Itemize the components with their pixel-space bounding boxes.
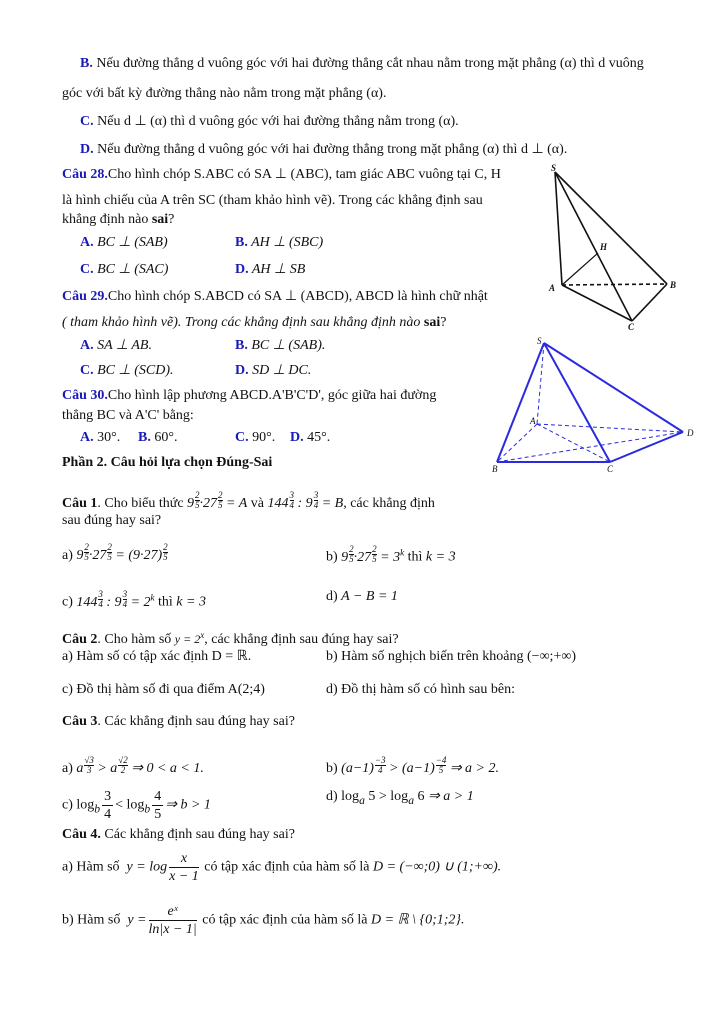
question-label: Câu 2 xyxy=(62,632,98,647)
expr-b: 144 $\frac{3}{4}$ : 9 $\frac{3}{4}$ = B xyxy=(267,490,344,511)
vertex-label-s: S xyxy=(551,163,557,173)
math-fragment xyxy=(290,491,295,510)
math-fragment: 2 xyxy=(163,542,168,552)
math-fragment: thì xyxy=(407,549,423,565)
math-fragment xyxy=(84,756,93,775)
q29-stem-line2 xyxy=(62,314,446,332)
text: , các khẳng định xyxy=(343,496,435,511)
math-fragment: thì xyxy=(158,594,173,610)
option-label: C. xyxy=(80,363,94,378)
q28-option-c xyxy=(80,261,168,279)
q30-option-c xyxy=(235,429,275,447)
math-fragment: . Cho hàm số xyxy=(97,632,172,647)
section-title: Phần 2. Câu hỏi lựa chọn Đúng-Sai xyxy=(62,455,273,470)
option-label: A. xyxy=(80,430,94,445)
math-fragment: ⇒ b > 1 xyxy=(165,797,211,813)
question-label: Câu 30. xyxy=(62,388,108,403)
q30-option-a xyxy=(80,429,120,447)
emphasis: sai xyxy=(151,212,169,227)
edge-sb xyxy=(555,172,667,284)
vertex-label-h: H xyxy=(600,242,608,252)
math-fragment: 5 xyxy=(438,765,444,775)
math-fragment xyxy=(169,850,199,885)
math-fragment: 2 xyxy=(218,490,223,500)
text: ? xyxy=(440,315,447,330)
expr-a: 9 $\frac{2}{5}$ ·27 $\frac{2}{5}$ = A xyxy=(187,490,248,511)
option-label: D. xyxy=(80,142,94,157)
math-fragment: 4 xyxy=(289,500,295,510)
text: khẳng định nào xyxy=(62,212,152,227)
vertex-label-s: S xyxy=(537,336,542,346)
text: ? xyxy=(168,212,175,227)
c4-stem xyxy=(62,826,295,844)
option-label: A. xyxy=(80,235,94,250)
math-fragment xyxy=(102,788,113,823)
option-text: AH ⊥ SB xyxy=(251,262,306,277)
math-fragment: 2 xyxy=(107,542,112,552)
math-fragment: −4 xyxy=(435,755,447,765)
q28-option-b xyxy=(235,234,323,252)
q27-option-d xyxy=(80,141,567,159)
math-fragment: k = 3 xyxy=(176,594,206,610)
math-fragment: D = (−∞;0) ∪ (1;+∞). xyxy=(373,859,502,875)
c3-statement-d: d) $\log_a 5 > \log_a 6$ ⇒ a > 1 xyxy=(326,789,474,807)
emphasis: sai xyxy=(423,315,441,330)
math-fragment xyxy=(175,632,204,646)
q27-option-b xyxy=(80,55,644,73)
option-label: D. xyxy=(290,430,304,445)
math-fragment: x − 1 xyxy=(169,869,199,884)
math-fragment xyxy=(314,491,319,510)
math-fragment: (a−1) $\frac{-3}{4}$ > (a−1) $\frac{-4}{5}$ ⇒ a > 2. xyxy=(341,755,500,776)
math-fragment: x xyxy=(169,850,199,868)
math-fragment: y = xyxy=(127,912,147,928)
edge-cd xyxy=(610,432,683,462)
math-fragment: a xyxy=(359,793,365,807)
option-text: 30°. xyxy=(97,430,121,445)
math-fragment xyxy=(349,545,354,564)
math-fragment: D = ℝ \ {0;1;2}. xyxy=(370,912,465,928)
option-label: D. xyxy=(235,363,249,378)
c3-stem xyxy=(62,713,295,731)
vertex-label-b: B xyxy=(670,280,677,290)
math-fragment: 2 xyxy=(372,543,377,554)
option-text: SD ⊥ DC. xyxy=(252,363,312,378)
math-fragment: 4 xyxy=(104,807,112,822)
math-fragment: 3 xyxy=(289,490,295,500)
q29-pyramid-figure xyxy=(485,330,700,475)
math-fragment: eˣ xyxy=(149,903,197,921)
math-fragment: d) xyxy=(326,589,338,604)
math-fragment xyxy=(555,172,667,321)
option-label: B. xyxy=(235,338,248,353)
option-text: Nếu đường thẳng d vuông góc với hai đường thẳng cắt nhau nằm trong mặt phẳng (α) thì d vuông xyxy=(96,56,644,71)
option-text: Nếu đường thẳng d vuông góc với hai đường thẳng trong mặt phẳng (α) thì d ⊥ (α). xyxy=(97,142,568,157)
q29-option-b xyxy=(235,337,325,355)
option-label: B. xyxy=(138,430,151,445)
math-fragment: a) Hàm số xyxy=(62,859,120,875)
math-fragment: √3 xyxy=(84,755,94,765)
vertex-label-c: C xyxy=(628,322,635,332)
c1-stem-line2: sau đúng hay sai? xyxy=(62,513,162,528)
math-fragment xyxy=(118,756,127,775)
math-fragment xyxy=(84,543,89,562)
vertex-label-c: C xyxy=(607,464,614,474)
q30-stem xyxy=(62,387,436,405)
math-fragment xyxy=(372,545,377,564)
q28-pyramid-figure xyxy=(540,160,690,340)
edge-ad xyxy=(537,424,683,432)
edge-sa xyxy=(537,343,544,424)
text: và xyxy=(250,496,265,511)
math-fragment: 5 xyxy=(195,500,200,510)
diagonal-bd xyxy=(497,432,683,462)
option-label: C. xyxy=(80,114,94,129)
c2-statement-c: c) Đồ thị hàm số đi qua điểm A(2;4) xyxy=(62,682,265,697)
math-fragment: A − B = 1 xyxy=(341,589,398,604)
option-text: BC ⊥ (SAB). xyxy=(251,338,326,353)
math-fragment: a $\frac{√3}{3}$ > a $\frac{√2}{2}$ ⇒ 0 < a < 1. xyxy=(76,755,204,776)
q28-option-a xyxy=(80,234,168,252)
math-fragment: c) xyxy=(62,797,73,813)
c4-statement-b xyxy=(62,903,465,938)
option-text: SA ⊥ AB. xyxy=(97,338,152,353)
math-fragment: a) xyxy=(62,761,73,776)
math-fragment: 5 xyxy=(218,500,223,510)
option-text: BC ⊥ (SAC) xyxy=(97,262,169,277)
math-fragment: a xyxy=(408,793,415,807)
math-fragment xyxy=(195,491,200,510)
q30-option-d xyxy=(290,429,330,447)
math-fragment xyxy=(152,788,163,823)
c1-stem xyxy=(62,491,435,513)
q28-option-d xyxy=(235,261,305,279)
math-fragment: y = 2 xyxy=(174,632,201,646)
math-fragment: 144 $\frac{3}{4}$ : 9 $\frac{3}{4}$ = $2^k$ xyxy=(76,588,155,610)
c3-statement-b xyxy=(326,756,499,778)
edge-ac xyxy=(562,285,632,321)
c4-statement-a xyxy=(62,850,501,885)
math-fragment: 2 xyxy=(84,542,89,552)
math-fragment: k = 3 xyxy=(425,549,456,565)
math-fragment: 5 xyxy=(349,553,354,564)
edge-ab xyxy=(497,424,537,462)
edge-sa xyxy=(555,172,562,285)
segment-ah xyxy=(562,253,598,285)
q27-option-c xyxy=(80,113,459,131)
math-fragment: 3 xyxy=(98,588,103,599)
c2-stem xyxy=(62,626,399,649)
math-fragment: 3 xyxy=(86,765,92,775)
math-fragment: 4 xyxy=(154,789,162,804)
math-fragment: 3 xyxy=(104,789,112,804)
c1-statement-c xyxy=(62,588,206,612)
edge-sd xyxy=(544,343,683,432)
q30-stem-line2: thẳng BC và A'C' bằng: xyxy=(62,408,194,423)
math-fragment: b xyxy=(144,802,151,816)
vertex-label-d: D xyxy=(687,428,694,438)
math-fragment: 5 xyxy=(84,552,89,562)
question-label: Câu 4. xyxy=(62,827,101,842)
math-fragment: ⇒ a > 1 xyxy=(428,789,474,804)
edge-sc xyxy=(544,343,610,462)
question-label: Câu 3 xyxy=(62,714,98,729)
math-fragment: 5 xyxy=(107,552,112,562)
math-fragment xyxy=(436,756,447,775)
math-fragment: . Các khẳng định sau đúng hay sai? xyxy=(97,714,295,729)
math-fragment: b xyxy=(94,802,101,816)
math-fragment: 9 $\frac{2}{5}$ ·27 $\frac{2}{5}$ = $3^k$ xyxy=(341,543,405,565)
c1-statement-d xyxy=(326,588,398,606)
question-label: Câu 28. xyxy=(62,167,108,182)
vertex-label-a: A xyxy=(530,416,536,426)
math-fragment: 5 xyxy=(372,553,377,564)
option-text: Nếu d ⊥ (α) thì d vuông góc với hai đường thẳng nằm trong (α). xyxy=(97,114,459,129)
question-label: Câu 1 xyxy=(62,496,98,511)
math-fragment: ⇒ a > 2. xyxy=(449,761,500,776)
option-label: C. xyxy=(80,262,94,277)
option-text: 90°. xyxy=(252,430,276,445)
math-fragment: 4 xyxy=(377,765,383,775)
math-fragment: ln|x − 1| xyxy=(148,922,197,937)
math-fragment: d) xyxy=(326,789,338,804)
edge-cb xyxy=(632,284,667,321)
math-fragment: 9 $\frac{2}{5}$ ·27 $\frac{2}{5}$ = (9·27) $\frac{2}{5}$ xyxy=(76,542,168,563)
edge-ab xyxy=(562,284,667,285)
q29-option-c xyxy=(80,362,173,380)
q28-stem xyxy=(62,166,501,184)
option-label: B. xyxy=(80,56,93,71)
math-fragment xyxy=(107,543,112,562)
math-fragment: y = log xyxy=(126,859,168,875)
math-fragment: √2 xyxy=(118,755,128,765)
math-fragment xyxy=(218,491,223,510)
q28-stem-line3 xyxy=(62,211,174,229)
math-fragment xyxy=(497,343,683,462)
math-fragment: 2 xyxy=(120,765,126,775)
q30-option-b xyxy=(138,429,177,447)
math-fragment: 3 xyxy=(313,490,319,500)
c1-statement-a xyxy=(62,543,168,565)
math-fragment: 4 xyxy=(313,500,319,510)
text: . Cho biểu thức xyxy=(97,496,184,511)
math-fragment: k xyxy=(150,592,155,602)
math-fragment xyxy=(163,543,168,562)
q27-option-b-cont: góc với bất kỳ đường thẳng nào nằm trong mặt phẳng (α). xyxy=(62,86,387,101)
math-fragment: có tập xác định của hàm số là xyxy=(202,912,368,928)
option-label: A. xyxy=(80,338,94,353)
q29-stem xyxy=(62,288,488,306)
question-text: Cho hình lập phương ABCD.A'B'C'D', góc giữa hai đường xyxy=(107,388,437,403)
c2-statement-d: d) Đồ thị hàm số có hình sau bên: xyxy=(326,682,515,697)
math-fragment: ⇒ 0 < a < 1. xyxy=(131,761,204,776)
c2-statement-b: b) Hàm số nghịch biến trên khoảng (−∞;+∞) xyxy=(326,649,576,664)
option-label: C. xyxy=(235,430,249,445)
math-fragment: log xyxy=(341,789,360,804)
math-fragment: log xyxy=(390,789,409,804)
question-text: Cho hình chóp S.ABC có SA ⊥ (ABC), tam giác ABC vuông tại C, H xyxy=(107,167,501,182)
math-fragment: −3 xyxy=(374,755,386,765)
math-fragment: b) Hàm số xyxy=(62,912,121,928)
option-label: B. xyxy=(235,235,248,250)
math-fragment xyxy=(123,590,128,609)
math-fragment: x xyxy=(200,630,205,640)
math-fragment: có tập xác định của hàm số là xyxy=(204,859,370,875)
question-text: Cho hình chóp S.ABCD có SA ⊥ (ABCD), ABCD là hình chữ nhật xyxy=(107,289,488,304)
q29-option-d xyxy=(235,362,311,380)
option-label: D. xyxy=(235,262,249,277)
math-fragment: 2 xyxy=(349,543,354,554)
math-fragment: 4 xyxy=(98,598,103,609)
option-text: BC ⊥ (SAB) xyxy=(97,235,168,250)
text: ( tham khảo hình vẽ). Trong các khẳng định sau khẳng định nào xyxy=(62,315,424,330)
math-fragment: Các khẳng định sau đúng hay sai? xyxy=(100,827,295,842)
math-fragment xyxy=(548,163,676,332)
math-fragment: , các khẳng định sau đúng hay sai? xyxy=(204,632,399,647)
math-fragment: 5 xyxy=(154,807,162,822)
option-text: BC ⊥ (SCD). xyxy=(97,363,174,378)
math-fragment: 3 xyxy=(122,588,128,599)
vertex-label-b: B xyxy=(492,464,498,474)
math-fragment: b) xyxy=(326,761,338,776)
vertex-label-a: A xyxy=(549,283,556,293)
q29-option-a xyxy=(80,337,152,355)
math-fragment: 2 xyxy=(195,490,200,500)
option-text: 60°. xyxy=(154,430,178,445)
math-fragment: 5 xyxy=(163,552,168,562)
math-fragment: k xyxy=(400,547,405,557)
c3-statement-c: c) $\log_b$ $\frac{3}{4}$ < $\log_b$ $\frac{4}{5}$ ⇒ b > 1 xyxy=(62,789,211,822)
option-text: AH ⊥ (SBC) xyxy=(251,235,324,250)
q28-stem-line2: là hình chiếu của A trên SC (tham khảo hình vẽ). Trong các khẳng định sau xyxy=(62,193,483,208)
math-fragment xyxy=(375,756,386,775)
option-text: 45°. xyxy=(307,430,331,445)
edge-sb xyxy=(497,343,544,462)
c1-statement-b xyxy=(326,543,456,567)
math-fragment xyxy=(98,590,103,609)
c3-statement-a xyxy=(62,756,204,778)
math-fragment: c) xyxy=(62,594,73,610)
math-fragment: a) xyxy=(62,548,73,563)
math-fragment: b) xyxy=(326,549,338,565)
math-fragment: 4 xyxy=(122,598,128,609)
math-fragment xyxy=(149,903,197,938)
question-label: Câu 29. xyxy=(62,289,108,304)
edge-sc xyxy=(555,172,632,321)
c2-statement-a: a) Hàm số có tập xác định D = ℝ. xyxy=(62,649,252,664)
